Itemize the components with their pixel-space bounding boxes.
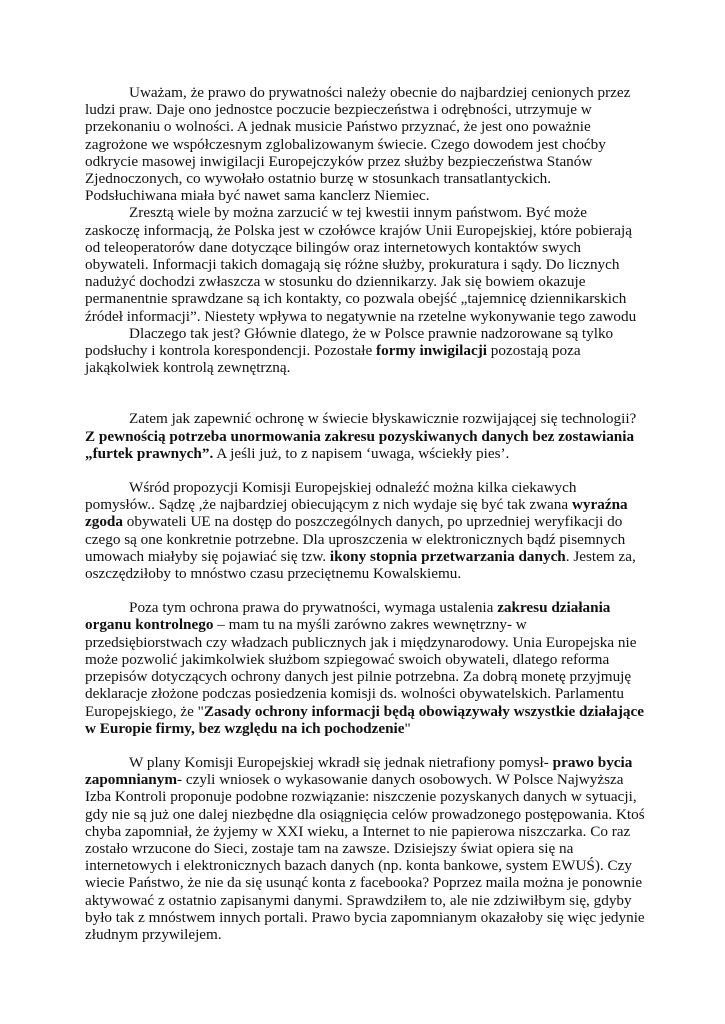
bold-phrase: wyraźna zgoda [85, 496, 628, 531]
bold-phrase: Z pewnością potrzeba unormowania zakresu pozyskiwanych danych bez zostawiania „furtek prawnych”. [85, 427, 635, 462]
text-run: – mam tu na myśli zarówno zakres wewnętrzny- w przedsiębiorstwach czy władzach publicznych jak i międzynarodowy. Unia Europejska nie może pozwolić jakimkolwiek służbom szpiegować swoich obywateli, dlatego reforma przepisów dotyczących ochrony danych jest pilnie potrzebna. Za dobrą monetę przyjmuję deklaracje złożone podczas posiedzenia komisji ds. wolności obywatelskich. Parlamentu Europejskiego, że " [85, 616, 637, 720]
bold-phrase: zakresu działania organu kontrolnego [85, 599, 611, 634]
text-run: Zresztą wiele by można zarzucić w tej kwestii innym państwom. Być może zaskoczę informacją, że Polska jest w czołówce krajów Unii Europejskiej, które pobierają od teleoperatorów dane dotyczące bilingów oraz internetowych kontaktów swych obywateli. Informacji takich domagają się różne służby, prokuratura i sądy. Do licznych nadużyć dochodzi zwłaszcza w stosunku do dziennikarzy. Jak się bowiem okazuje permanentnie sprawdzane są ich kontakty, co pozwala obejść „tajemnicę dziennikarskich źródeł informacji”. Niestety wpływa to negatywnie na rzetelne wykonywanie tego zawodu [85, 204, 637, 325]
text-run: pozostają poza jakąkolwiek kontrolą zewnętrzną. [85, 342, 581, 377]
text-run: Wśród propozycji Komisji Europejskiej odnaleźć można kilka ciekawych pomysłów.. Sądzę ,że najbardziej obiecującym z nich wydaje się być tak zwana [85, 479, 577, 514]
text-run: A jeśli już, to z napisem ‘uwaga, wściekły pies’. [213, 444, 510, 462]
text-run: . Jestem za, oszczędziłoby to mnóstwo czasu przeciętnemu Kowalskiemu. [85, 547, 636, 583]
text-run: W plany Komisji Europejskiej wkradł się jednak nietrafiony pomysł- [129, 753, 553, 771]
paragraph-protection [85, 410, 645, 462]
bold-phrase: formy inwigilacji [376, 342, 487, 360]
paragraph-other-states [85, 204, 645, 324]
paragraph-why [85, 325, 645, 377]
bold-phrase: ikony stopnia przetwarzania danych [329, 547, 566, 565]
paragraph-commission-proposals [85, 479, 645, 582]
document-page [85, 84, 645, 943]
text-run: - czyli wniosek o wykasowanie danych osobowych. W Polsce Najwyższa Izba Kontroli proponuje podobne rozwiązanie: niszczenie pozyskanych danych w sytuacji, gdy nie są już one dalej niezbędne dla osiągnięcia celów prowadzonego postępowania. Ktoś chyba zapomniał, że żyjemy w XXI wieku, a Internet to nie papierowa niszczarka. Co raz zostało wrzucone do Sieci, zostaje tam na zawsze. Dzisiejszy świat opiera się na internetowych i elektronicznych bazach danych (np. konta bankowe, system EWUŚ). Czy wiecie Państwo, że nie da się usunąć konta z facebooka? Poprzez maila można je ponownie aktywować z ostatnio zapisanymi danymi. Sprawdziłem to, ale nie zdziwiłbym się, gdyby było tak z mnóstwem innych portali. Prawo bycia zapomnianym okazałoby się więc jedynie złudnym przywilejem. [85, 771, 645, 943]
paragraph-right-to-be-forgotten [85, 754, 645, 943]
text-run: " [404, 719, 411, 737]
text-run: Poza tym ochrona prawa do prywatności, wymaga ustalenia [129, 599, 498, 617]
text-run: Dlaczego tak jest? Głównie dlatego, że w Polsce prawnie nadzorowane są tylko podsłuchy i kontrola korespondencji. Pozostałe [85, 324, 614, 360]
bold-phrase: prawo bycia zapomnianym [85, 753, 633, 789]
paragraph-privacy-intro [85, 84, 645, 204]
text-run: Zatem jak zapewnić ochronę w świecie błyskawicznie rozwijającej się technologii? [129, 410, 637, 428]
text-run: Uważam, że prawo do prywatności należy obecnie do najbardziej cenionych przez ludzi praw. Daje ono jednostce poczucie bezpieczeństwa i odrębności, utrzymuje w przekonaniu o wolności. A jednak musicie Państwo przyznać, że jest ono poważnie zagrożone we współczesnym zglobalizowanym świecie. Czego dowodem jest choćby odkrycie masowej inwigilacji Europejczyków przez służby bezpieczeństwa Stanów Zjednoczonych, co wywołało ostatnio burzę w stosunkach transatlantyckich. Podsłuchiwana miała być nawet sama kanclerz Niemiec. [85, 84, 631, 205]
paragraph-control-body [85, 599, 645, 737]
bold-phrase: Zasady ochrony informacji będą obowiązywały wszystkie działające w Europie firmy, bez względu na ich pochodzenie [85, 702, 644, 737]
text-run: obywateli UE na dostęp do poszczególnych danych, po uprzedniej weryfikacji do czego są one konkretnie potrzebne. Dla uproszczenia w elektronicznych bądź pisemnych umowach miałyby się pojawiać się tzw. [85, 513, 626, 565]
